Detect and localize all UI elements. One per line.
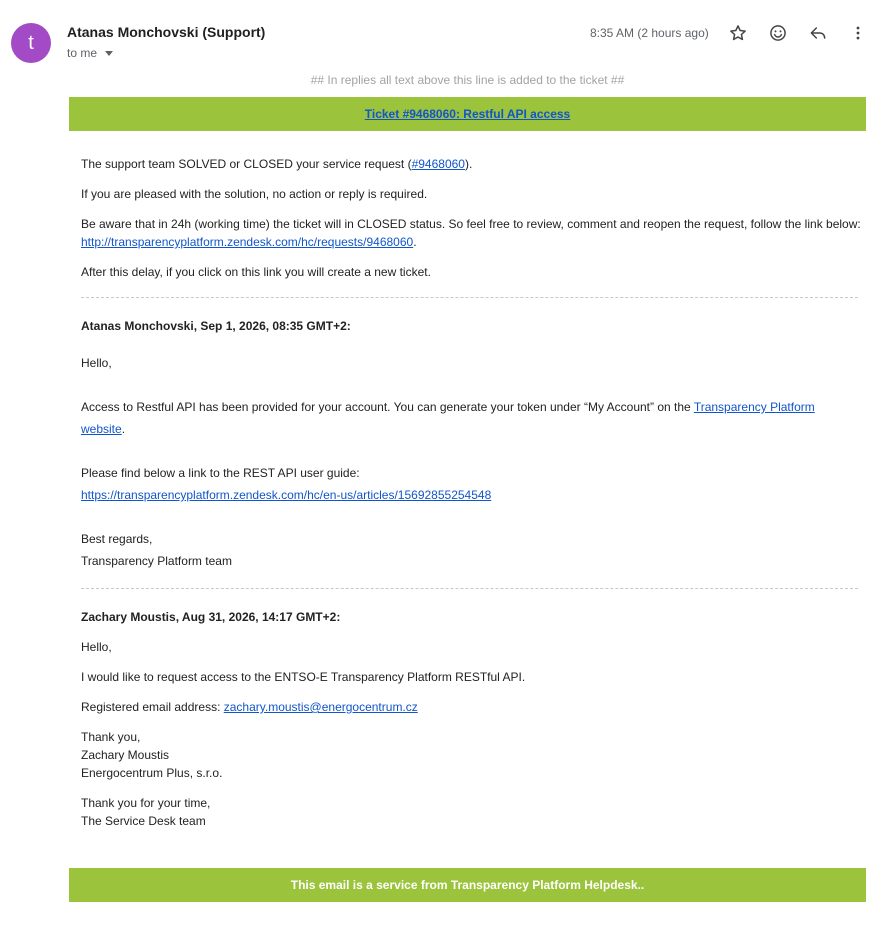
- ticket-request-link[interactable]: http://transparencyplatform.zendesk.com/hc/requests/9468060: [81, 235, 414, 249]
- reply-button[interactable]: [805, 20, 831, 46]
- message-timestamp: 8:35 AM (2 hours ago): [590, 26, 709, 40]
- emoji-icon: [768, 23, 788, 43]
- comment-greeting: Hello,: [81, 640, 112, 654]
- sender-name[interactable]: Atanas Monchovski (Support): [67, 24, 266, 40]
- comment-atanas: [81, 317, 861, 572]
- status-line-3: Be aware that in 24h (working time) the ticket will in CLOSED status. So feel free to review, comment and reopen the request, follow the link below: http://transparencyplatform.zendesk.com/hc/requests/9468060.: [81, 217, 861, 249]
- ticket-banner: [69, 97, 866, 131]
- comment-closing: Best regards,: [81, 532, 153, 546]
- more-vert-icon: [848, 23, 868, 43]
- star-icon: [728, 23, 748, 43]
- sender-avatar[interactable]: t: [11, 23, 51, 63]
- comment-paragraph: Registered email address: zachary.moustis@energocentrum.cz: [81, 700, 418, 714]
- emoji-reaction-button[interactable]: [765, 20, 791, 46]
- comment-zachary: [81, 608, 861, 830]
- comment-signature: Transparency Platform team: [81, 554, 232, 568]
- email-body: [81, 155, 861, 830]
- comment-author: Atanas Monchovski, Sep 1, 2026, 08:35 GMT+2:: [81, 319, 351, 333]
- ticket-number-link[interactable]: #9468060: [411, 157, 465, 171]
- status-line-1: The support team SOLVED or CLOSED your service request (#9468060).: [81, 157, 473, 171]
- service-desk-signature: The Service Desk team: [81, 814, 206, 828]
- comment-author: Zachary Moustis, Aug 31, 2026, 14:17 GMT+2:: [81, 610, 341, 624]
- footer-banner: This email is a service from Transparency Platform Helpdesk..: [69, 868, 866, 902]
- signature-line: Thank you,: [81, 730, 141, 744]
- signature-line: Zachary Moustis: [81, 748, 170, 762]
- comment-paragraph: Access to Restful API has been provided for your account. You can generate your token under “My Account” on the Transparency Platform website.: [81, 400, 815, 436]
- comment-paragraph: I would like to request access to the ENTSO-E Transparency Platform RESTful API.: [81, 670, 526, 684]
- chevron-down-icon[interactable]: [105, 51, 113, 56]
- ticket-title-link[interactable]: Ticket #9468060: Restful API access: [364, 107, 571, 121]
- status-line-4: After this delay, if you click on this link you will create a new ticket.: [81, 265, 431, 279]
- recipients-label: to me: [67, 46, 98, 60]
- email-address-link[interactable]: zachary.moustis@energocentrum.cz: [223, 700, 418, 714]
- more-options-button[interactable]: [845, 20, 871, 46]
- api-guide-link[interactable]: https://transparencyplatform.zendesk.com/hc/en-us/articles/15692855254548: [81, 488, 492, 502]
- recipients-toggle[interactable]: [67, 46, 113, 60]
- signature-line: Energocentrum Plus, s.r.o.: [81, 766, 223, 780]
- status-line-2: If you are pleased with the solution, no action or reply is required.: [81, 187, 428, 201]
- transparency-platform-link[interactable]: Transparency Platform website: [81, 400, 815, 436]
- service-desk-closing: Thank you for your time,: [81, 796, 211, 810]
- comment-greeting: Hello,: [81, 356, 112, 370]
- reply-separator-note: ## In replies all text above this line is added to the ticket ##: [310, 73, 625, 87]
- comment-paragraph: Please find below a link to the REST API user guide:: [81, 466, 360, 480]
- star-button[interactable]: [725, 20, 751, 46]
- reply-icon: [808, 23, 828, 43]
